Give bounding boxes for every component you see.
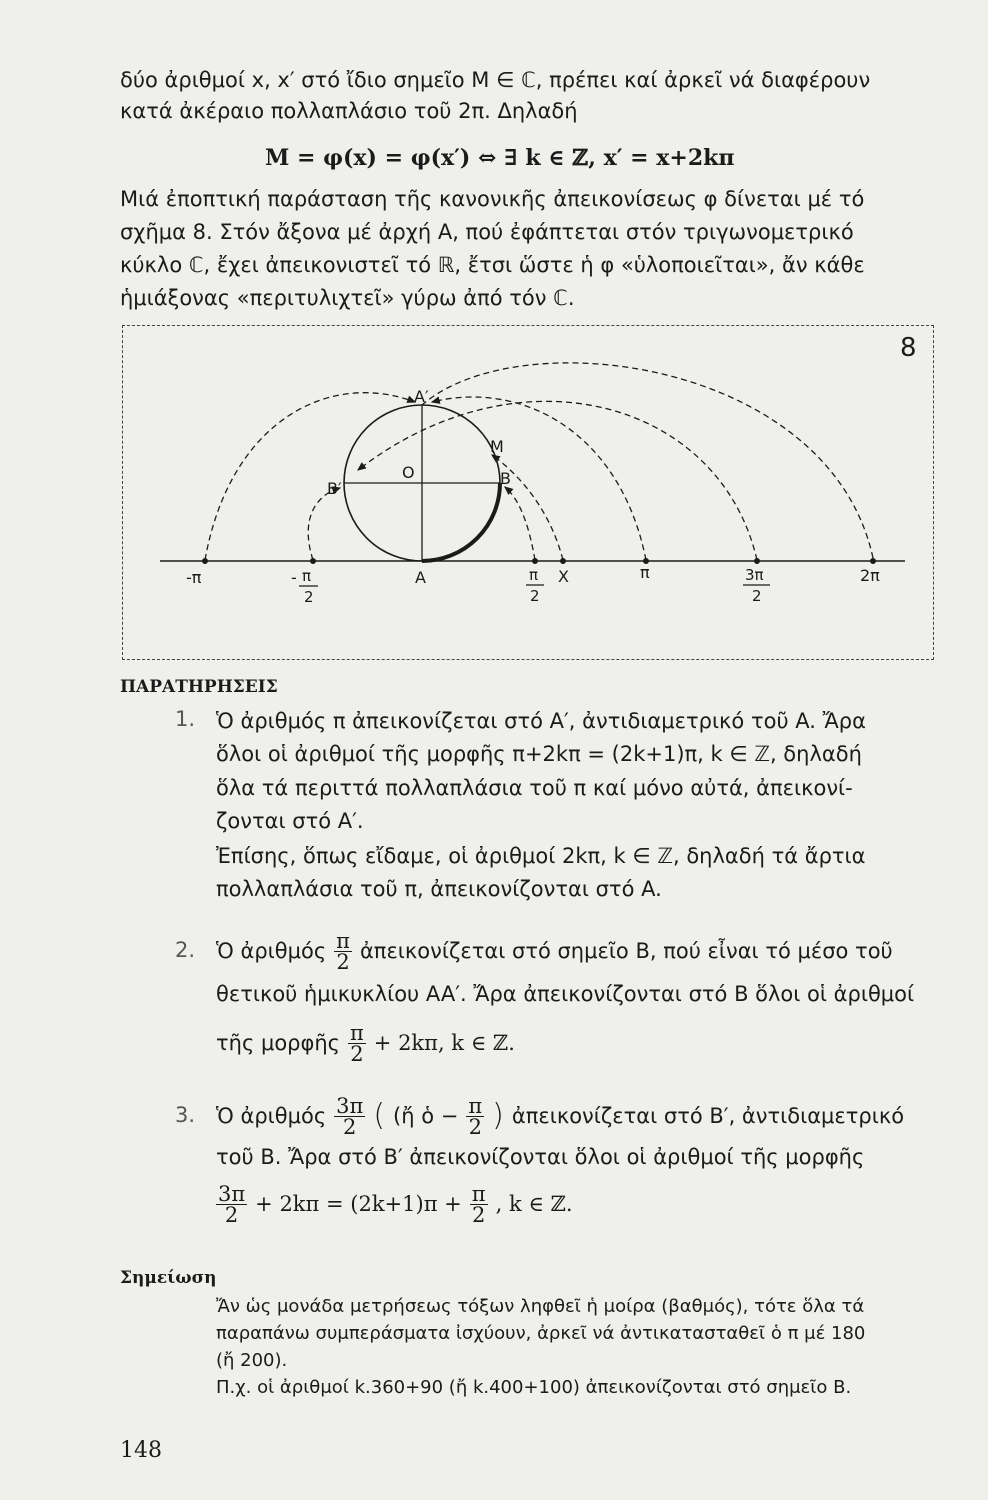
point-two-pi [870,558,876,564]
remark-2-line-2: θετικοῦ ἡμικυκλίου AA′. Ἄρα ἀπεικονίζονται στό B ὅλοι οἱ ἀριθμοί [216,982,915,1006]
curve-two-pi [422,363,873,558]
label-half-pi-num: π [529,566,539,584]
remark-2-text-a: Ὁ ἀριθμός [216,939,327,963]
fraction-pi-over-2: $\frac{\pi}{2}$ [336,928,350,974]
remark-2-text-d: + 2kπ, k ∈ ℤ. [373,1031,515,1055]
curve-three-half-pi [358,401,757,560]
remark-1-line-3: ὅλα τά περιττά πολλαπλάσια τοῦ π καί μόνο αὐτά, ἀπεικονί- [216,776,853,800]
label-three-half-pi-num: 3π [745,566,764,584]
remark-2-line-3 [216,1020,515,1066]
curve-minus-pi [205,393,415,560]
remark-1-line-4: ζονται στό A′. [216,809,364,833]
paren-close: ) [492,1098,504,1133]
label-X: X [558,567,569,586]
note-line-1: Ἄν ὡς μονάδα μετρήσεως τόξων ληφθεῖ ἡ μοίρα (βαθμός), τότε ὅλα τά [216,1296,865,1317]
label-pi: π [640,563,650,582]
remark-2-number: 2. [175,938,196,962]
label-minus-sign: - [291,568,297,587]
label-A-axis: A [415,568,426,587]
fraction-3pi-over-2: $\frac{3\pi}{2}$ [218,1181,246,1227]
figure-number: 8 [900,333,917,363]
remark-3-text-e: + 2kπ = (2k+1)π + [255,1192,462,1216]
remark-3-line-3 [216,1180,573,1228]
label-three-half-pi-den: 2 [752,587,762,605]
remark-2-text-c: τῆς μορφῆς [216,1031,340,1055]
curve-pi [432,397,646,560]
note-line-3: (ἤ 200). [216,1350,288,1371]
remark-1-line-1: Ὁ ἀριθμός π ἀπεικονίζεται στό A′, ἀντιδιαμετρικό τοῦ A. Ἄρα [216,709,866,733]
remark-3-text-d: ἀπεικονίζεται στό B′, ἀντιδιαμετρικό [511,1104,905,1128]
label-B: B [500,469,511,488]
intro-line-5: κύκλο ℂ, ἔχει ἀπεικονιστεῖ τό ℝ, ἔτσι ὥστε ἡ φ «ὑλοποιεῖται», ἄν κάθε [120,253,865,277]
remarks-heading: ΠΑΡΑΤΗΡΗΣΕΙΣ [120,677,278,697]
intro-line-3: Μιά ἐποπτική παράσταση τῆς κανονικῆς ἀπεικονίσεως φ δίνεται μέ τό [120,187,865,211]
note-line-4: Π.χ. οἱ ἀριθμοί k.360+90 (ἤ k.400+100) ἀπεικονίζονται στό σημεῖο B. [216,1377,852,1398]
remark-3-line-2: τοῦ B. Ἄρα στό B′ ἀπεικονίζονται ὅλοι οἱ ἀριθμοί τῆς μορφῆς [216,1145,865,1169]
label-half-pi-den: 2 [530,587,540,605]
remark-1-number: 1. [175,707,196,731]
point-half-pi [532,558,538,564]
page-number: 148 [120,1438,162,1463]
point-x [560,558,566,564]
fraction-3pi-over-2: $\frac{3\pi}{2}$ [336,1093,364,1139]
curve-half-pi [505,487,535,560]
label-minus-half-pi-num: π [302,567,312,585]
equivalence-formula: M = φ(x) = φ(x′) ⇔ ∃ k ∈ ℤ, x′ = x+2kπ [265,145,735,171]
label-minus-pi: -π [186,568,202,587]
remark-2-line-1 [216,928,893,974]
fraction-pi-over-2: $\frac{\pi}{2}$ [471,1181,486,1227]
label-B-prime: B′ [327,479,342,498]
remark-1-line-2: ὅλοι οἱ ἀριθμοί τῆς μορφῆς π+2kπ = (2k+1)π, k ∈ ℤ, δηλαδή [216,742,862,766]
label-A-prime: A′ [414,387,429,406]
label-two-pi: 2π [860,566,880,585]
remark-1-line-5: Ἐπίσης, ὅπως εἴδαμε, οἱ ἀριθμοί 2kπ, k ∈ ℤ, δηλαδή τά ἄρτια [216,844,866,868]
fraction-pi-over-2: $\frac{\pi}{2}$ [349,1020,364,1066]
arc-A-to-B [422,483,500,561]
note-line-2: παραπάνω συμπεράσματα ἰσχύουν, ἀρκεῖ νά ἀντικατασταθεῖ ὁ π μέ 180 [216,1323,866,1344]
label-M: M [490,437,504,456]
remark-1-line-6: πολλαπλάσια τοῦ π, ἀπεικονίζονται στό A. [216,877,662,901]
intro-line-1: δύο ἀριθμοί x, x′ στό ἴδιο σημεῖο M ∈ ℂ, πρέπει καί ἀρκεῖ νά διαφέρουν [120,68,871,92]
paren-open: ( [373,1098,386,1133]
curve-minus-half-pi [308,488,340,560]
fraction-pi-over-2: $\frac{\pi}{2}$ [468,1093,483,1139]
intro-line-4: σχῆμα 8. Στόν ἄξονα μέ ἀρχή A, πού ἐφάπτεται στόν τριγωνομετρικό [120,220,854,244]
point-minus-half-pi [310,558,316,564]
remark-2-text-b: ἀπεικονίζεται στό σημεῖο B, πού εἶναι τό μέσο τοῦ [359,939,893,963]
remark-3-text-f: , k ∈ ℤ. [495,1192,573,1216]
remark-3-number: 3. [175,1103,196,1127]
label-minus-half-pi-den: 2 [304,588,314,606]
note-heading: Σημείωση [120,1268,217,1288]
remark-3-text-a: Ὁ ἀριθμός [216,1104,327,1128]
label-O: O [402,463,415,482]
intro-line-2: κατά ἀκέραιο πολλαπλάσιο τοῦ 2π. Δηλαδή [120,99,578,123]
figure-8-diagram [0,0,988,700]
remark-3-line-1 [216,1092,904,1140]
intro-line-6: ἡμιάξονας «περιτυλιχτεῖ» γύρω ἀπό τόν ℂ. [120,286,575,310]
point-three-half-pi [754,558,760,564]
point-minus-pi [202,558,208,564]
remark-3-text-b: (ἤ ὁ − [393,1104,459,1128]
